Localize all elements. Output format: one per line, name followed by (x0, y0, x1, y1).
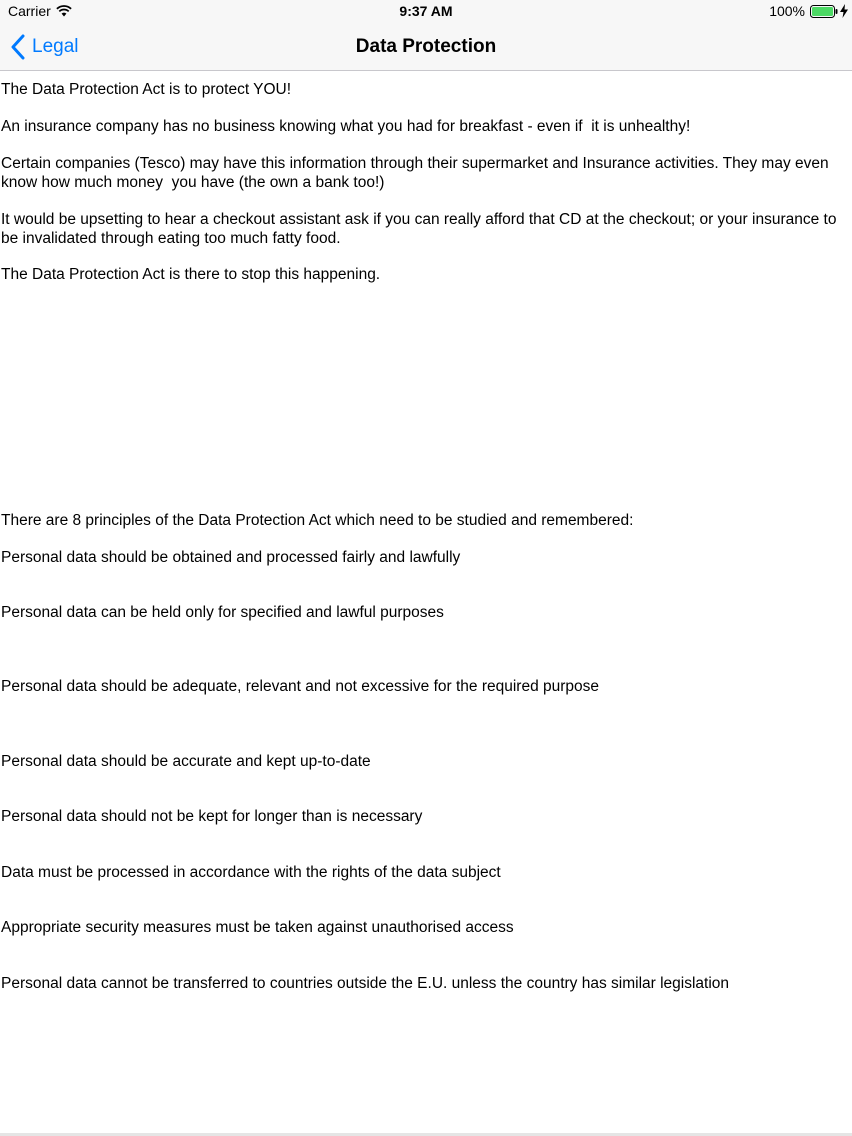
principles-heading: There are 8 principles of the Data Protection Act which need to be studied and remembered: (1, 512, 634, 529)
intro-paragraph: Certain companies (Tesco) may have this information through their supermarket and Insurance activities. They may even know how much money you have (the own a bank too!) (1, 155, 833, 191)
status-bar (0, 0, 852, 24)
intro-paragraph: An insurance company has no business knowing what you had for breakfast - even if it is unhealthy! (1, 118, 691, 135)
page-title: Data Protection (355, 36, 497, 57)
content-text-view[interactable] (1, 71, 841, 1131)
principle-item: Personal data should be accurate and kept up-to-date (1, 753, 371, 770)
bolt-icon (840, 4, 848, 18)
navigation-bar (0, 24, 852, 71)
principle-item: Personal data should be adequate, relevant and not excessive for the required purpose (1, 678, 600, 695)
carrier-label: Carrier (8, 3, 51, 19)
clock: 9:37 AM (399, 3, 453, 19)
principle-item: Appropriate security measures must be taken against unauthorised access (1, 919, 514, 936)
principle-item: Data must be processed in accordance with the rights of the data subject (1, 864, 501, 881)
principle-item: Personal data should not be kept for longer than is necessary (1, 808, 423, 825)
intro-paragraph: It would be upsetting to hear a checkout assistant ask if you can really afford that CD at the checkout; or your insurance to be invalidated through eating too much fatty food. (1, 211, 841, 247)
battery-percent: 100% (769, 3, 805, 19)
principle-item: Personal data cannot be transferred to countries outside the E.U. unless the country has similar legislation (1, 975, 730, 992)
principle-item: Personal data can be held only for specified and lawful purposes (1, 604, 444, 621)
principle-item: Personal data should be obtained and processed fairly and lawfully (1, 549, 461, 566)
intro-paragraph: The Data Protection Act is there to stop this happening. (1, 266, 381, 283)
intro-paragraph: The Data Protection Act is to protect YOU! (1, 81, 292, 98)
back-button-label: Legal (32, 36, 79, 57)
battery-fill (812, 7, 833, 16)
battery-icon (810, 5, 838, 18)
